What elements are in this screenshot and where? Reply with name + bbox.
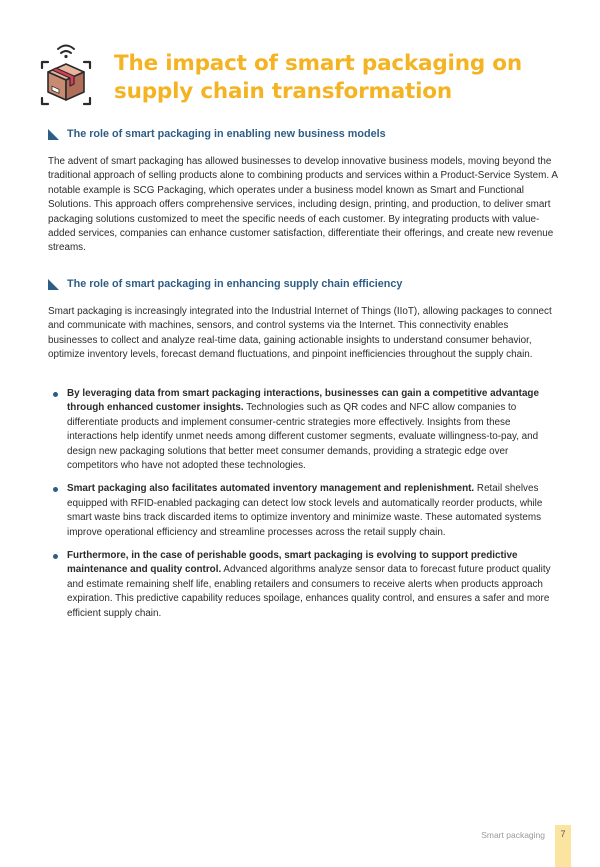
list-item bbox=[48, 549, 558, 621]
triangle-marker-icon bbox=[48, 279, 59, 290]
bullet-body: Technologies such as QR codes and NFC allow companies to differentiate products and implement consumer-centric strategies more effectively. Insights from these interactions help identify unmet needs among different customer segments, evaluate willingness-to-pay, and design new packaging solutions that better meet consumer demands, providing a strategic edge over competitors who have not adopted these technologies. bbox=[67, 402, 539, 472]
bullet-lead: Furthermore, in the case of perishable goods, smart packaging is evolving to support predictive maintenance and quality control. bbox=[67, 550, 518, 576]
section-heading-text: The role of smart packaging in enhancing supply chain efficiency bbox=[67, 278, 403, 290]
section-heading-business-models bbox=[48, 128, 568, 140]
bullet-body: Advanced algorithms analyze sensor data to forecast future product quality and estimate remaining shelf life, enabling retailers and consumers to receive alerts when products approach expiration. This predictive capability reduces spoilage, enhances quality control, and ensures a safer and more efficient supply chain. bbox=[67, 564, 551, 619]
smart-package-icon bbox=[38, 40, 94, 110]
footer-label: Smart packaging bbox=[481, 830, 545, 840]
section-heading-supply-chain-efficiency bbox=[48, 278, 568, 290]
paragraph-supply-chain-efficiency: Smart packaging is increasingly integrated into the Industrial Internet of Things (IIoT), allowing packages to connect and communicate with machines, sensors, and control systems via the Internet. This connectivity enables businesses to collect and analyze real-time data, gaining actionable insights to understand consumer behavior, optimize inventory levels, forecast demand fluctuations, and pinpoint inefficiencies throughout the supply chain. bbox=[48, 306, 552, 361]
bullet-dot-icon bbox=[53, 392, 58, 397]
bullet-body: Retail shelves equipped with RFID-enabled packaging can detect low stock levels and automatically reorder products, while smart waste bins track discarded items to optimize inventory and minimize waste. These automated systems improve operational efficiency and streamline processes across the retail supply chain. bbox=[67, 483, 543, 538]
page-title: The impact of smart packaging on supply chain transformation bbox=[114, 51, 522, 104]
list-item bbox=[48, 387, 558, 473]
bullet-lead: By leveraging data from smart packaging interactions, businesses can gain a competitive advantage through enhanced customer insights. bbox=[67, 388, 539, 414]
page-number: 7 bbox=[560, 829, 566, 839]
paragraph-business-models: The advent of smart packaging has allowed businesses to develop innovative business models, moving beyond the traditional approach of selling products alone to combining products and services within a Product-Service System. A notable example is SCG Packaging, which operates under a business model known as Smart and Functional Solutions. This approach offers comprehensive services, including design, printing, and production, to deliver smart packaging solutions customized to meet the specific needs of each customer. By integrating products with value-added services, companies can enhance customer satisfaction, differentiate their offerings, and create new revenue streams. bbox=[48, 156, 558, 254]
list-item bbox=[48, 482, 558, 540]
triangle-marker-icon bbox=[48, 129, 59, 140]
bullet-lead: Smart packaging also facilitates automated inventory management and replenishment. bbox=[67, 483, 475, 495]
section-heading-text: The role of smart packaging in enabling new business models bbox=[67, 128, 386, 140]
bullet-dot-icon bbox=[53, 554, 58, 559]
bullet-list bbox=[48, 387, 558, 621]
bullet-dot-icon bbox=[53, 487, 58, 492]
